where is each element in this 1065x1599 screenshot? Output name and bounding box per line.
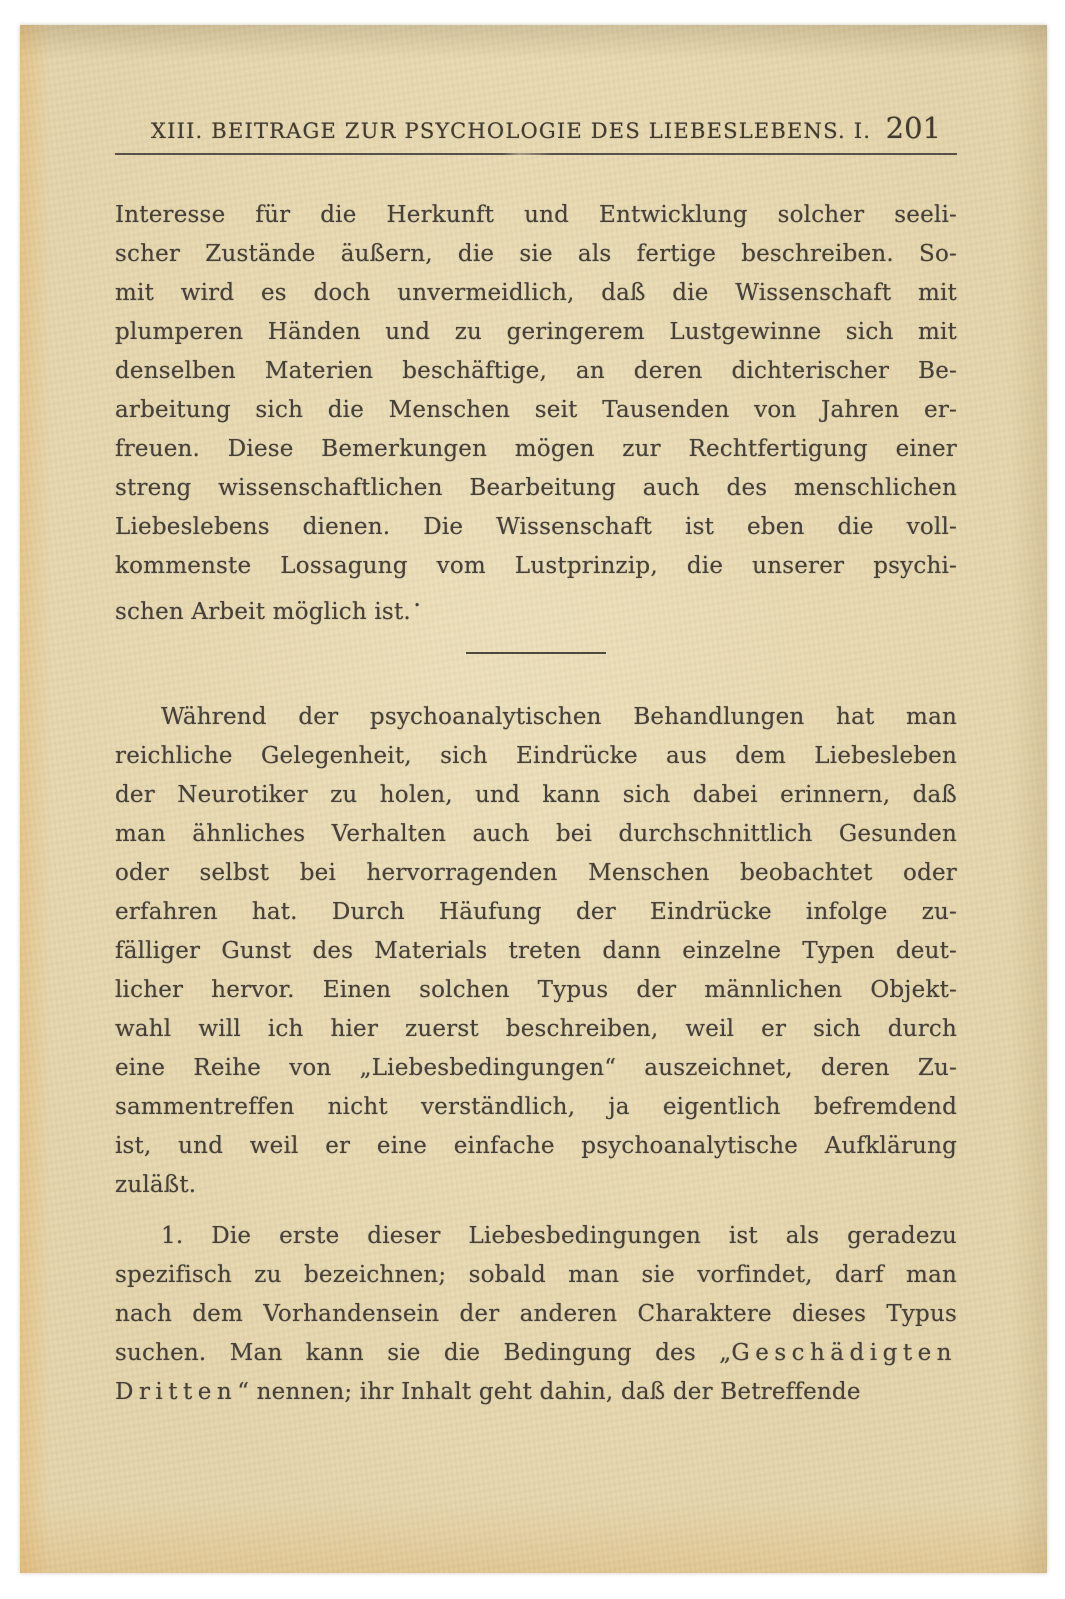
text-line: arbeitung sich die Menschen seit Tausenden von Jahren er- [115,397,957,423]
text-run: suchen. Man kann sie die Bedingung des „ [115,1340,732,1366]
text-line [115,586,957,625]
paragraph [115,698,957,1205]
text-line: erfahren hat. Durch Häufung der Eindrücke infolge zu- [115,899,957,925]
text-line: Während der psychoanalytischen Behandlungen hat man [161,704,957,730]
text-line: Liebeslebens dienen. Die Wissenschaft ist eben die voll- [115,514,957,540]
text-line: 1. Die erste dieser Liebesbedingungen ist als geradezu [161,1223,957,1249]
text-line: oder selbst bei hervorragenden Menschen beobachtet oder [115,860,957,886]
text-line: spezifisch zu bezeichnen; sobald man sie vorfindet, darf man [115,1262,957,1288]
text-line: sammentreffen nicht verständlich, ja eigentlich befremdend [115,1094,957,1120]
text-line: kommenste Lossagung vom Lustprinzip, die unserer psychi- [115,553,957,579]
section-1 [115,196,957,625]
text-line: Interesse für die Herkunft und Entwicklung solcher seeli- [115,202,957,228]
text-line: eine Reihe von „Liebesbedingungen“ auszeichnet, deren Zu- [115,1055,957,1081]
text-line: mit wird es doch unvermeidlich, daß die Wissenschaft mit [115,280,957,306]
text-line: plumperen Händen und zu geringerem Lustgewinne sich mit [115,319,957,345]
paragraph [115,1217,957,1412]
paper-sheet [20,25,1047,1573]
text-line: nach dem Vorhandensein der anderen Charaktere dieses Typus [115,1301,957,1327]
letterspaced-term: Dritten [115,1379,238,1405]
text-line: ist, und weil er eine einfache psychoanalytische Aufklärung [115,1133,957,1159]
text-line: zuläßt. [115,1172,197,1198]
text-line: fälliger Gunst des Materials treten dann einzelne Typen deut- [115,938,957,964]
section-2 [115,698,957,1412]
text-line: reichliche Gelegenheit, sich Eindrücke aus dem Liebesleben [115,743,957,769]
paragraph [115,196,957,625]
section-divider [466,652,606,654]
text-line: wahl will ich hier zuerst beschreiben, weil er sich durch [115,1016,957,1042]
text-column [115,25,957,1412]
text-run: “ nennen; ihr Inhalt geht dahin, daß der Betreffende [237,1379,861,1405]
page-number: 201 [885,111,941,145]
letterspaced-term: Geschädigten [731,1340,957,1366]
text-line: man ähnliches Verhalten auch bei durchschnittlich Gesunden [115,821,957,847]
text-line [115,1334,957,1373]
header-rule [115,153,957,155]
running-header [115,111,957,146]
header-title: XIII. BEITRAGE ZUR PSYCHOLOGIE DES LIEBESLEBENS. I. [150,119,872,143]
body-text [115,196,957,1412]
footnote-marker: • [413,599,421,612]
text-line: freuen. Diese Bemerkungen mögen zur Rechtfertigung einer [115,436,957,462]
text-line: scher Zustände äußern, die sie als fertige beschreiben. So- [115,241,957,267]
text-line: denselben Materien beschäftige, an deren dichterischer Be- [115,358,957,384]
text-line [115,1373,957,1412]
text-run: schen Arbeit möglich ist. [115,599,411,625]
text-line: streng wissenschaftlichen Bearbeitung auch des menschlichen [115,475,957,501]
text-line: licher hervor. Einen solchen Typus der männlichen Objekt- [115,977,957,1003]
text-line: der Neurotiker zu holen, und kann sich dabei erinnern, daß [115,782,957,808]
